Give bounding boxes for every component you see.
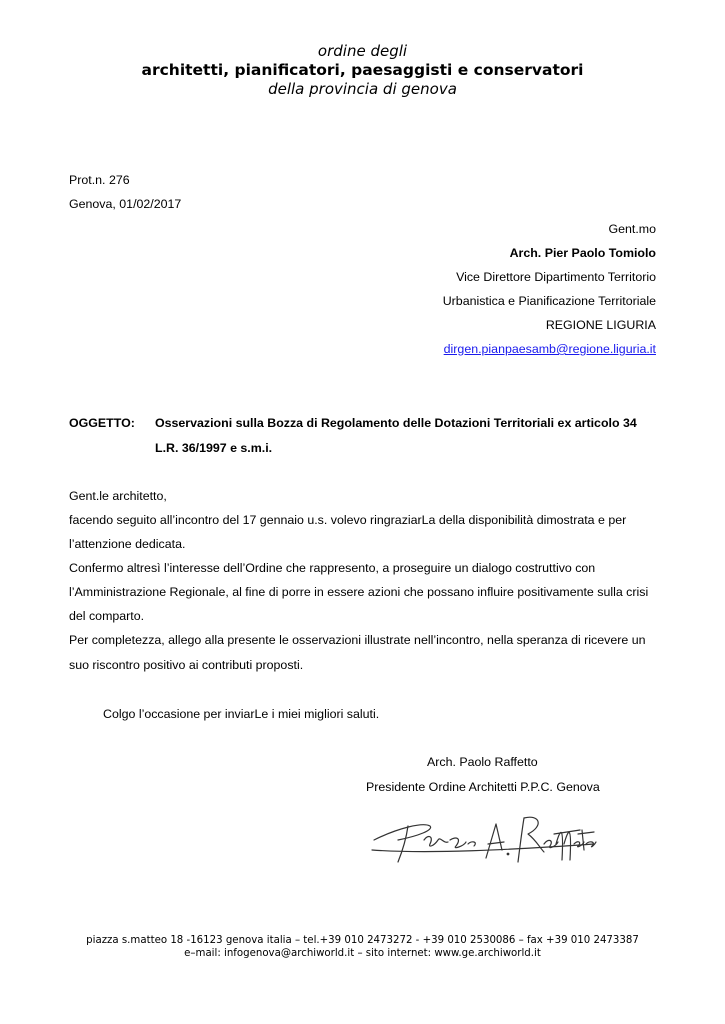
body-line: l’Amministrazione Regionale, al fine di porre in essere azioni che possano influire positivamente sulla crisi [69, 585, 649, 599]
handwritten-signature [368, 800, 598, 872]
body-line: Gent.le architetto, [69, 489, 167, 503]
subject-line-2: L.R. 36/1997 e s.m.i. [155, 441, 273, 455]
body-line: Confermo altresì l’interesse dell’Ordine che rappresento, a proseguire un dialogo costruttivo con [69, 561, 596, 575]
protocol-number: Prot.n. 276 [69, 173, 130, 187]
recipient-role-2: Urbanistica e Pianificazione Territoriale [442, 294, 656, 308]
subject-line-1: Osservazioni sulla Bozza di Regolamento delle Dotazioni Territoriali ex articolo 34 [155, 416, 637, 430]
body-line: facendo seguito all’incontro del 17 gennaio u.s. volevo ringraziarLa della disponibilità dimostrata e per [69, 513, 627, 527]
letterhead-line-1: ordine degli [317, 42, 408, 60]
body-line: suo riscontro positivo ai contributi proposti. [69, 658, 304, 672]
recipient-email-link[interactable]: dirgen.pianpaesamb@regione.liguria.it [443, 342, 656, 356]
body-line: Per completezza, allego alla presente le osservazioni illustrate nell’incontro, nella speranza di ricevere un [69, 633, 646, 647]
recipient-salutation: Gent.mo [608, 222, 656, 236]
closing-line: Colgo l’occasione per inviarLe i miei migliori saluti. [103, 707, 380, 721]
sender-name: Arch. Paolo Raffetto [427, 755, 538, 769]
recipient-role-1: Vice Direttore Dipartimento Territorio [456, 270, 656, 284]
letterhead-line-2: architetti, pianificatori, paesaggisti e conservatori [141, 61, 584, 79]
recipient-org: REGIONE LIGURIA [545, 318, 656, 332]
footer-address: piazza s.matteo 18 -16123 genova italia – tel.+39 010 2473272 - +39 010 2530086 – fax +39 010 2473387 [86, 935, 639, 946]
body-line: l’attenzione dedicata. [69, 537, 186, 551]
subject-label: OGGETTO: [69, 416, 135, 430]
body-line: del comparto. [69, 609, 145, 623]
footer-contacts: e–mail: infogenova@archiworld.it – sito internet: www.ge.archiworld.it [184, 948, 541, 959]
recipient-name: Arch. Pier Paolo Tomiolo [509, 246, 656, 260]
sender-title: Presidente Ordine Architetti P.P.C. Genova [366, 780, 600, 794]
place-date: Genova, 01/02/2017 [69, 197, 182, 211]
letterhead-line-3: della provincia di genova [268, 80, 457, 98]
